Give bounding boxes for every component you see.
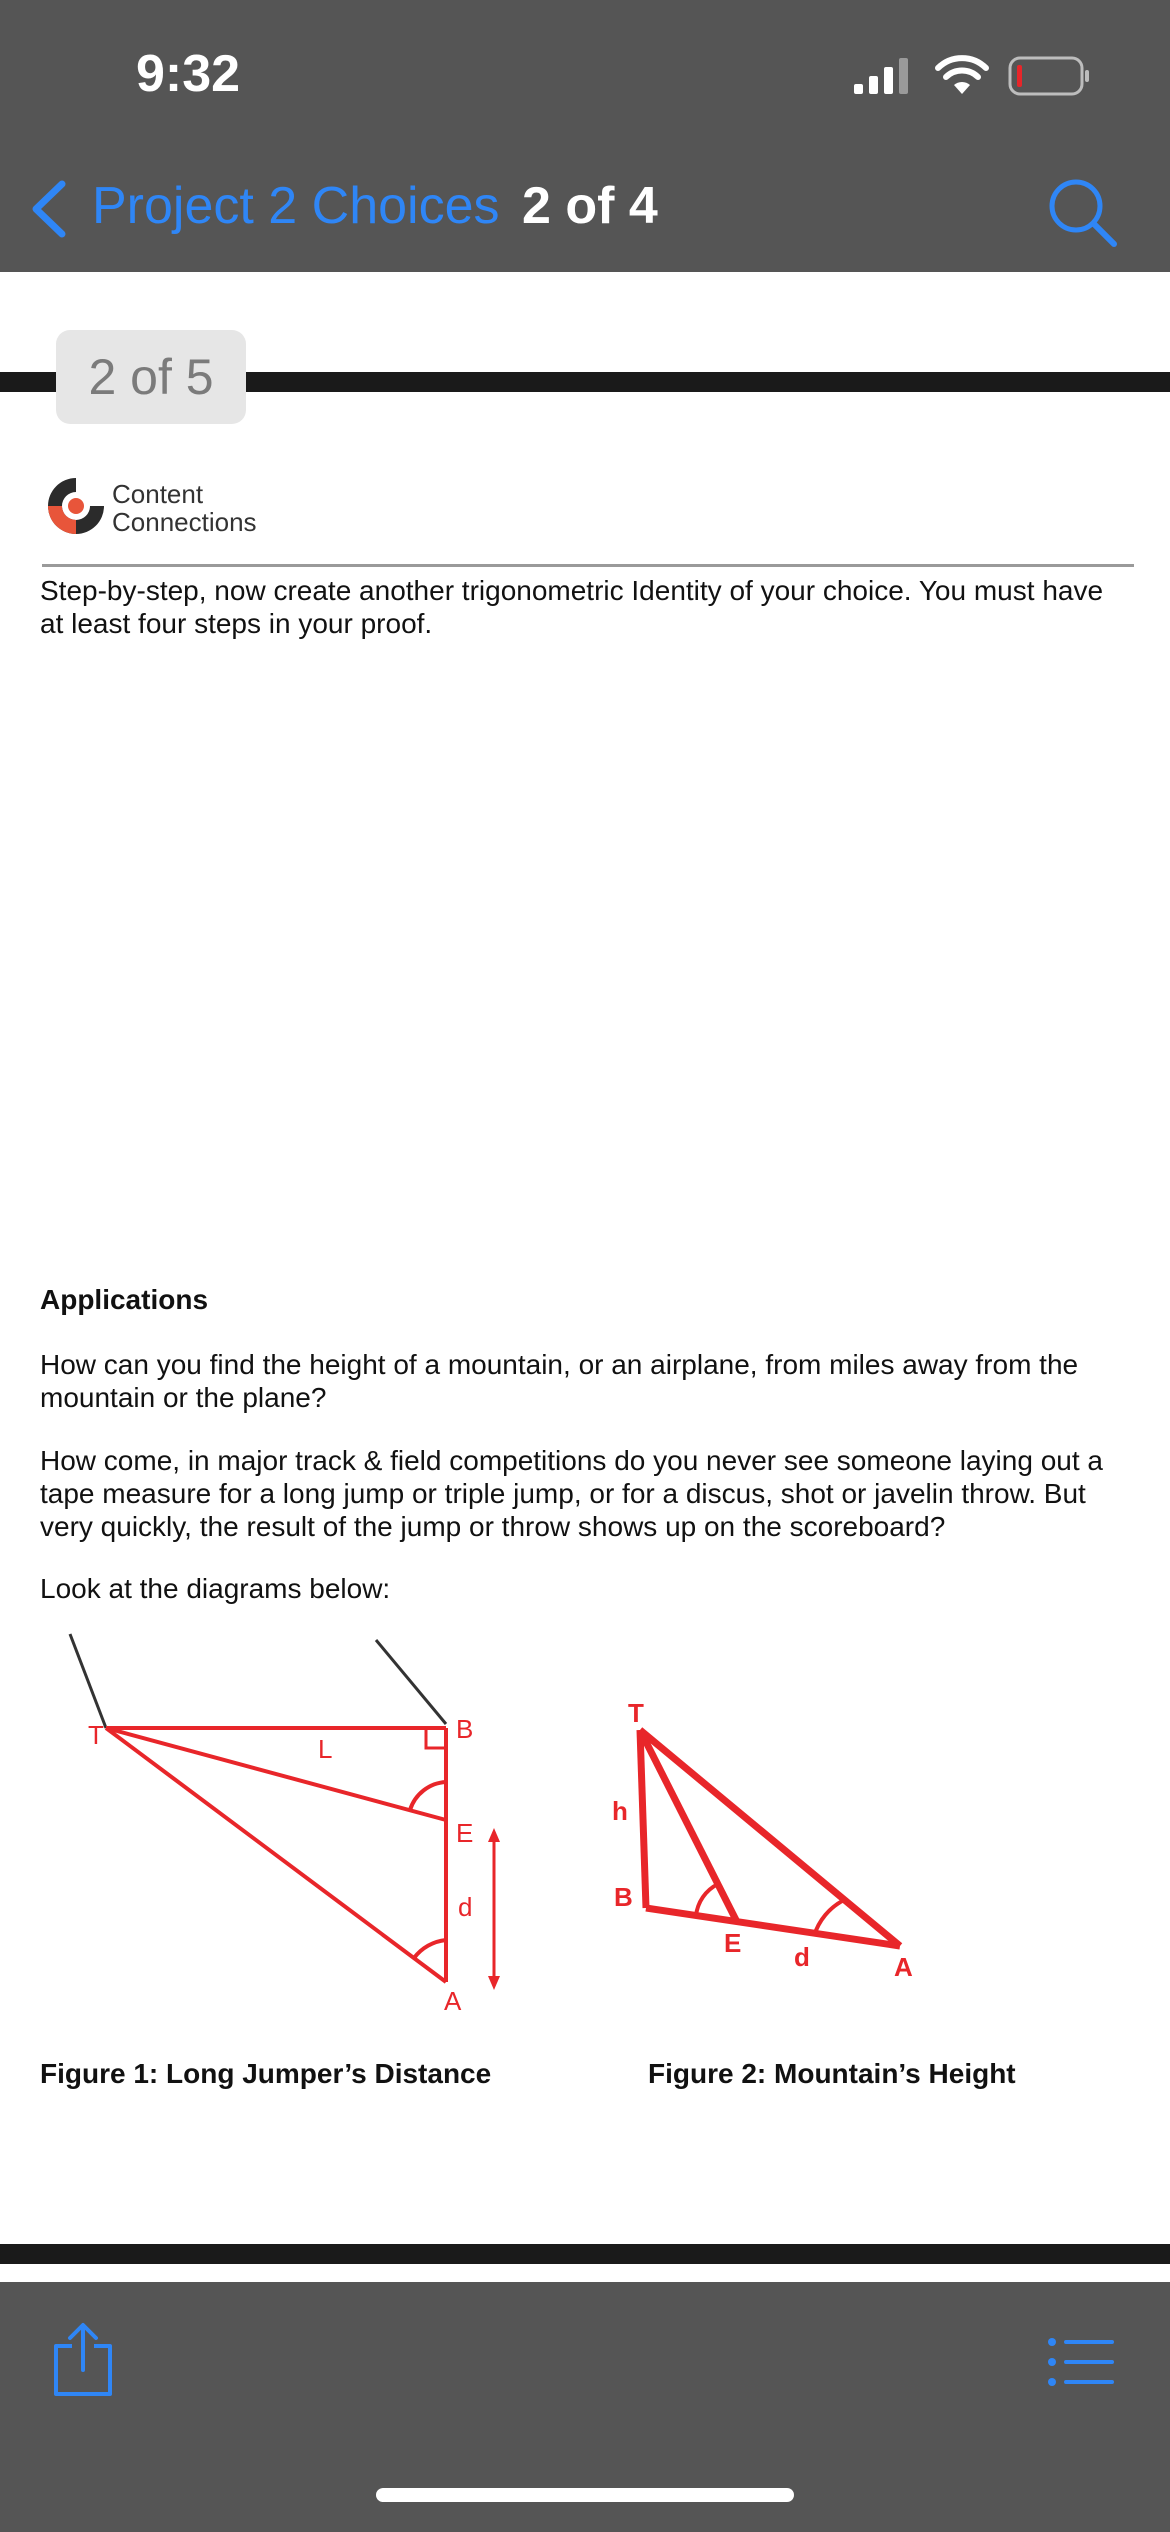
fig1-label-T: T	[88, 1720, 104, 1750]
logo-line1: Content	[112, 479, 204, 509]
fig1-label-A: A	[444, 1986, 462, 2016]
fig2-label-E: E	[724, 1928, 742, 1958]
fig2-label-d: d	[794, 1942, 810, 1972]
battery-icon	[1008, 56, 1092, 98]
diagrams-prompt: Look at the diagrams below:	[40, 1573, 391, 1604]
status-bar	[0, 0, 1170, 150]
fig1-line-TE	[106, 1728, 446, 1820]
fig1-jumper-stick	[70, 1634, 106, 1728]
bottom-toolbar	[0, 2282, 1170, 2532]
applications-heading: Applications	[40, 1284, 209, 1315]
share-icon[interactable]	[50, 2320, 116, 2400]
fig1-label-E: E	[456, 1818, 474, 1848]
wifi-icon	[934, 54, 990, 96]
paragraph-mountain: How can you find the height of a mountain, or an airplane, from miles away from the mountain or the plane?	[40, 1349, 1079, 1413]
fig1-observer-stick	[376, 1640, 446, 1724]
intro-paragraph: Step-by-step, now create another trigonometric Identity of your choice. You must have at least four steps in your proof.	[40, 575, 1104, 639]
fig2-label-A: A	[894, 1952, 913, 1982]
fig1-arrowhead-down	[488, 1976, 500, 1990]
content-connections-logo	[44, 474, 108, 538]
header-divider	[42, 564, 1134, 567]
chevron-left-icon	[28, 178, 68, 240]
logo-line2: Connections	[112, 507, 257, 537]
figure1-diagram	[40, 1620, 560, 2020]
page-count-title: 2 of 4	[522, 177, 658, 235]
list-icon[interactable]	[1046, 2334, 1116, 2390]
status-time: 9:32	[136, 45, 241, 103]
fig1-angle-A	[414, 1940, 446, 1958]
page-bottom-divider	[0, 2244, 1170, 2264]
back-button-label: Project 2 Choices	[92, 177, 500, 235]
fig1-line-TA	[106, 1728, 446, 1982]
fig2-label-T: T	[628, 1698, 644, 1728]
figure2-diagram	[600, 1690, 940, 1990]
nav-bar	[0, 150, 1170, 272]
figure2-caption: Figure 2: Mountain’s Height	[648, 2058, 1016, 2089]
cellular-signal-icon	[852, 56, 914, 96]
fig1-label-B: B	[456, 1714, 474, 1744]
fig1-right-angle	[426, 1728, 446, 1748]
fig2-line-TE	[640, 1730, 736, 1920]
home-indicator[interactable]	[376, 2488, 794, 2502]
page-indicator-pill: 2 of 5	[56, 330, 246, 424]
figure1-caption: Figure 1: Long Jumper’s Distance	[40, 2058, 492, 2089]
search-icon[interactable]	[1046, 176, 1120, 250]
fig2-line-TB	[640, 1730, 646, 1908]
fig2-label-h: h	[612, 1796, 628, 1826]
fig1-label-L: L	[318, 1734, 333, 1764]
fig2-label-B: B	[614, 1882, 633, 1912]
back-button[interactable]	[20, 150, 500, 272]
fig1-arrowhead-up	[488, 1828, 500, 1842]
fig1-label-d: d	[458, 1892, 473, 1922]
paragraph-track-field: How come, in major track & field competitions do you never see someone laying out a tape measure for a long jump or triple jump, or for a discus, shot or javelin throw. But very quickly, the result of the jump or throw shows up on the scoreboard?	[40, 1445, 1103, 1542]
fig2-angle-E	[696, 1884, 718, 1916]
fig1-angle-E	[410, 1782, 446, 1810]
